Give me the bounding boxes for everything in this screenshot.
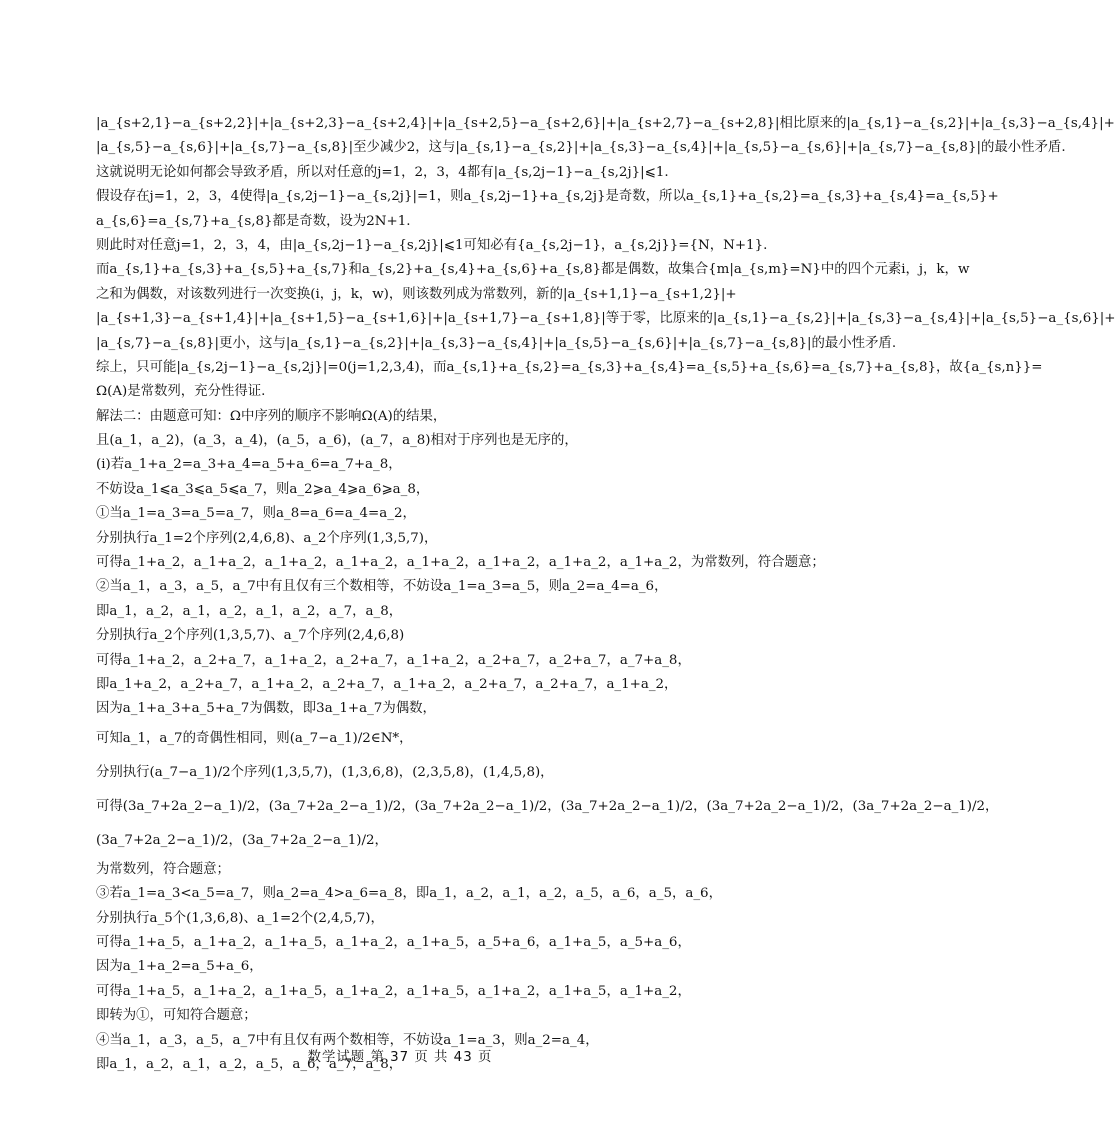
text-line: 即a_1，a_2，a_1，a_2，a_1，a_2，a_7，a_8， [96,603,403,619]
text-line: 分别执行a_1=2个序列(2,4,6,8)、a_2个序列(1,3,5,7)， [96,530,438,546]
text-line: 这就说明无论如何都会导致矛盾，所以对任意的j=1，2，3，4都有|a_{s,2j−1}−a_{s,2j}|⩽1. [96,164,669,180]
text-line: 即a_1，a_2，a_1，a_2，a_5，a_6，a_7，a_8， [96,1056,403,1072]
text-line: 可知a_1，a_7的奇偶性相同，则(a_7−a_1)/2∈N*， [96,730,413,746]
text-line: 且(a_1，a_2)，(a_3，a_4)，(a_5，a_6)，(a_7，a_8)相对于序列也是无序的， [96,433,578,449]
text-line: a_{s,6}=a_{s,7}+a_{s,8}都是奇数，设为2N+1. [96,213,411,229]
text-line: 之和为偶数，对该数列进行一次变换(i，j，k，w)，则该数列成为常数列，新的|a_{s+1,1}−a_{s+1,2}|+ [96,286,737,302]
text-line: ②当a_1，a_3，a_5，a_7中有且仅有三个数相等，不妨设a_1=a_3=a_5，则a_2=a_4=a_6， [96,579,668,595]
text-line: 可得(3a_7+2a_2−a_1)/2，(3a_7+2a_2−a_1)/2，(3a_7+2a_2−a_1)/2，(3a_7+2a_2−a_1)/2，(3a_7+2a_2−a_1)/2，(3a_7+2a_2−a_1)/2， [96,798,999,814]
text-line: 因为a_1+a_3+a_5+a_7为偶数，即3a_1+a_7为偶数， [96,701,436,717]
text-line: ①当a_1=a_3=a_5=a_7，则a_8=a_6=a_4=a_2， [96,506,416,522]
text-line: ③若a_1=a_3<a_5=a_7，则a_2=a_4>a_6=a_8，即a_1，a_2，a_1，a_2，a_5，a_6，a_5，a_6， [96,886,722,902]
text-line: 为常数列，符合题意； [96,861,230,877]
text-line: 分别执行a_5个(1,3,6,8)、a_1=2个(2,4,5,7)， [96,910,384,926]
text-line: 可得a_1+a_5，a_1+a_2，a_1+a_5，a_1+a_2，a_1+a_5，a_5+a_6，a_1+a_5，a_5+a_6， [96,934,691,950]
text-line: ④当a_1，a_3，a_5，a_7中有且仅有两个数相等，不妨设a_1=a_3，则a_2=a_4， [96,1032,599,1048]
text-line: 而a_{s,1}+a_{s,3}+a_{s,5}+a_{s,7}和a_{s,2}+a_{s,4}+a_{s,6}+a_{s,8}都是偶数，故集合{m|a_{s,m}=N}中的四个元素i，j，k，w [96,262,970,278]
text-line: (ⅰ)若a_1+a_2=a_3+a_4=a_5+a_6=a_7+a_8， [96,457,402,473]
text-line: 则此时对任意j=1，2，3，4，由|a_{s,2j−1}−a_{s,2j}|⩽1可知必有{a_{s,2j−1}，a_{s,2j}}={N，N+1}. [96,237,768,253]
text-line: 假设存在j=1，2，3，4使得|a_{s,2j−1}−a_{s,2j}|=1，则a_{s,2j−1}+a_{s,2j}是奇数，所以a_{s,1}+a_{s,2}=a_{s,3}+a_{s,4}=a_{s,5}+ [96,189,999,205]
text-line: |a_{s,5}−a_{s,6}|+|a_{s,7}−a_{s,8}|至少减少2，这与|a_{s,1}−a_{s,2}|+|a_{s,3}−a_{s,4}|+|a_{s,5}−a_{s,6}|+|a_{s,7}−a_{s,8}|的最小性矛盾. [96,140,1066,156]
text-line: 分别执行(a_7−a_1)/2个序列(1,3,5,7)，(1,3,6,8)，(2,3,5,8)，(1,4,5,8)， [96,764,554,780]
text-line: 不妨设a_1⩽a_3⩽a_5⩽a_7，则a_2⩾a_4⩾a_6⩾a_8， [96,481,430,497]
page-footer: 数学试题 第 37 页 共 43 页 [307,1050,493,1065]
text-line: |a_{s,7}−a_{s,8}|更小，这与|a_{s,1}−a_{s,2}|+|a_{s,3}−a_{s,4}|+|a_{s,5}−a_{s,6}|+|a_{s,7}−a_{s,8}|的最小性矛盾. [96,335,897,351]
text-line: |a_{s+1,3}−a_{s+1,4}|+|a_{s+1,5}−a_{s+1,6}|+|a_{s+1,7}−a_{s+1,8}|等于零，比原来的|a_{s,1}−a_{s,2}|+|a_{s,3}−a_{s,4}|+|a_{s,5}−a_{s,6}|+ [96,311,1116,327]
text-line: 解法二：由题意可知：Ω中序列的顺序不影响Ω(A)的结果， [96,408,447,424]
text-line: (3a_7+2a_2−a_1)/2，(3a_7+2a_2−a_1)/2， [96,832,388,848]
text-line: 可得a_1+a_5，a_1+a_2，a_1+a_5，a_1+a_2，a_1+a_5，a_1+a_2，a_1+a_5，a_1+a_2， [96,983,691,999]
text-line: 可得a_1+a_2，a_1+a_2，a_1+a_2，a_1+a_2，a_1+a_2，a_1+a_2，a_1+a_2，a_1+a_2，为常数列，符合题意； [96,555,825,571]
text-line: 因为a_1+a_2=a_5+a_6， [96,959,263,975]
text-line: 即a_1+a_2，a_2+a_7，a_1+a_2，a_2+a_7，a_1+a_2，a_2+a_7，a_2+a_7，a_1+a_2， [96,676,678,692]
text-line: Ω(A)是常数列，充分性得证. [96,384,266,400]
text-line: 分别执行a_2个序列(1,3,5,7)、a_7个序列(2,4,6,8) [96,628,405,644]
solution-text [96,112,1116,1077]
text-line: |a_{s+2,1}−a_{s+2,2}|+|a_{s+2,3}−a_{s+2,4}|+|a_{s+2,5}−a_{s+2,6}|+|a_{s+2,7}−a_{s+2,8}|相比原来的|a_{s,1}−a_{s,2}|+|a_{s,3}−a_{s,4}|+ [96,116,1115,131]
text-line: 可得a_1+a_2，a_2+a_7，a_1+a_2，a_2+a_7，a_1+a_2，a_2+a_7，a_2+a_7，a_7+a_8， [96,652,691,668]
text-line: 综上，只可能|a_{s,2j−1}−a_{s,2j}|=0(j=1,2,3,4)，而a_{s,1}+a_{s,2}=a_{s,3}+a_{s,4}=a_{s,5}+a_{s,6}=a_{s,7}+a_{s,8}，故{a_{s,n}}= [96,359,1043,375]
text-line: 即转为①，可知符合题意； [96,1008,257,1024]
